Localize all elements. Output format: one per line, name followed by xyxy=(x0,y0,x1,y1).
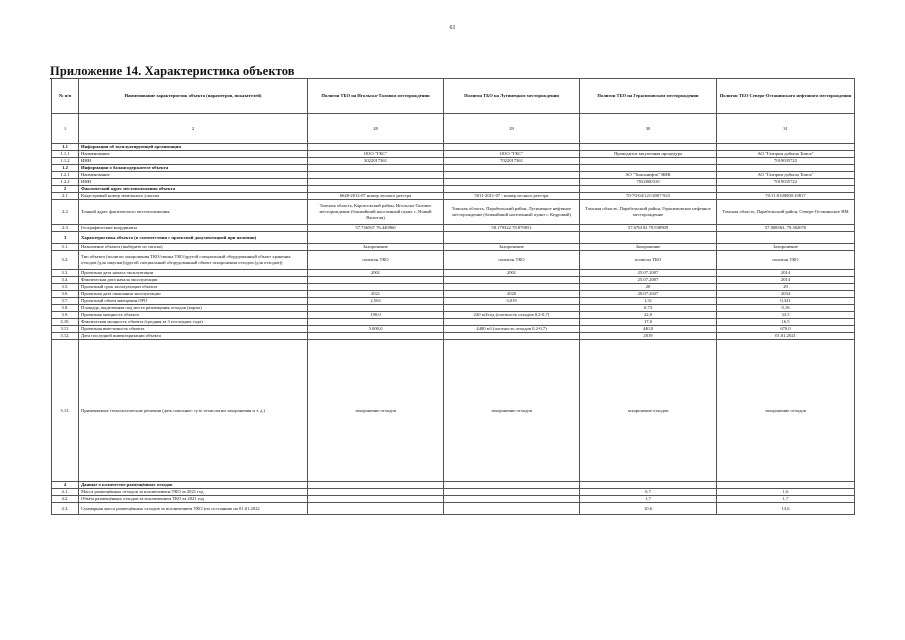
section-row xyxy=(52,186,855,193)
value-cell: Захоронение xyxy=(444,244,580,251)
value-cell: 7022000310 xyxy=(580,179,717,186)
value-cell: 16,5 xyxy=(717,319,855,326)
value-cell xyxy=(580,482,717,489)
value-cell: 2014 xyxy=(717,270,855,277)
value-cell xyxy=(308,144,444,151)
row-number-cell: 4.2. xyxy=(52,496,79,503)
table-row xyxy=(52,277,855,284)
value-cell: 3022017361 xyxy=(308,158,444,165)
column-number-cell: 31 xyxy=(717,114,855,144)
value-cell: АО "Томскнефть" ВНК xyxy=(580,172,717,179)
value-cell xyxy=(308,482,444,489)
value-cell xyxy=(308,165,444,172)
value-cell xyxy=(308,284,444,291)
value-cell xyxy=(444,305,580,312)
value-cell xyxy=(444,186,580,193)
value-cell: 57.736567 76.440960 xyxy=(308,225,444,232)
value-cell: ООО "ГКС" xyxy=(444,151,580,158)
value-cell: захоронение отходов xyxy=(444,340,580,482)
value-cell xyxy=(308,305,444,312)
table-row xyxy=(52,305,855,312)
value-cell xyxy=(308,319,444,326)
value-cell xyxy=(444,232,580,244)
value-cell: Захоронение xyxy=(580,244,717,251)
row-label-cell: Проектный срок эксплуатации объекта xyxy=(79,284,308,291)
table-row xyxy=(52,326,855,333)
value-cell xyxy=(717,232,855,244)
table-row xyxy=(52,193,855,200)
value-cell: 13,6 xyxy=(717,503,855,515)
header-cell: Полигон ТБО Северо-Останинского нефтяного месторождения xyxy=(717,79,855,114)
section-row xyxy=(52,232,855,244)
value-cell: 1,7 xyxy=(717,496,855,503)
value-cell: 10,6 xyxy=(580,503,717,515)
row-label-cell: Проектная мощность объекта xyxy=(79,312,308,319)
value-cell: Томская область, Парабельский район, Лугинецкое нефтяное месторождение (ближайший населенный пункт г. Кедровый) xyxy=(444,200,580,225)
value-cell: 2001 xyxy=(444,270,580,277)
row-number-cell: 1.2.2 xyxy=(52,179,79,186)
value-cell: полигон ТКО xyxy=(308,251,444,270)
value-cell: захоронение отходов xyxy=(308,340,444,482)
value-cell xyxy=(444,496,580,503)
value-cell xyxy=(308,496,444,503)
row-number-cell: 1.1.1 xyxy=(52,151,79,158)
table-row xyxy=(52,200,855,225)
value-cell: 0,321 xyxy=(717,298,855,305)
row-label-cell: Проектная дата окончания эксплуатации xyxy=(79,291,308,298)
row-label-cell: ИНН xyxy=(79,179,308,186)
row-label-cell: Проектная дата начала эксплуатации xyxy=(79,270,308,277)
row-label-cell: Данные о количестве размещённых отходов xyxy=(79,482,308,489)
row-number-cell: 1.2.1 xyxy=(52,172,79,179)
value-cell: 2,563 xyxy=(308,298,444,305)
row-label-cell: Точный адрес фактического местоположения xyxy=(79,200,308,225)
row-number-cell: 3.13. xyxy=(52,340,79,482)
value-cell xyxy=(580,165,717,172)
value-cell xyxy=(717,165,855,172)
value-cell xyxy=(717,482,855,489)
table-row xyxy=(52,291,855,298)
table-header-row xyxy=(52,79,855,114)
value-cell: ООО "ГКС" xyxy=(308,151,444,158)
value-cell: 4400 м3 (плотность отходов 0,2-0,7) xyxy=(444,326,580,333)
value-cell xyxy=(444,482,580,489)
value-cell xyxy=(308,186,444,193)
row-label-cell: Дата последней инвентаризации объекта xyxy=(79,333,308,340)
value-cell xyxy=(444,277,580,284)
row-number-cell: 3.11. xyxy=(52,326,79,333)
value-cell xyxy=(580,158,717,165)
row-label-cell: Площадь, выделенная под места размещения отходов (карты) xyxy=(79,305,308,312)
row-number-cell: 3.3. xyxy=(52,270,79,277)
row-number-cell: 3.6. xyxy=(52,291,79,298)
value-cell xyxy=(580,186,717,193)
page-title: Приложение 14. Характеристика объектов xyxy=(50,64,295,78)
row-number-cell: 3.2. xyxy=(52,251,79,270)
column-number-cell: 29 xyxy=(444,114,580,144)
row-number-cell: 4.1. xyxy=(52,489,79,496)
row-label-cell: Информация о балансодержателе объекта xyxy=(79,165,308,172)
column-number-cell: 1 xyxy=(52,114,79,144)
table-row xyxy=(52,225,855,232)
value-cell: 670,0 xyxy=(717,326,855,333)
table-row xyxy=(52,244,855,251)
value-cell xyxy=(717,144,855,151)
value-cell: Захоронение xyxy=(308,244,444,251)
row-label-cell: Объём размещённых отходов за исключением ТКО за 2021 год xyxy=(79,496,308,503)
value-cell xyxy=(308,503,444,515)
value-cell: 2001 xyxy=(308,270,444,277)
row-number-cell: 1.1 xyxy=(52,144,79,151)
row-number-cell: 3.9. xyxy=(52,312,79,319)
column-number-cell: 30 xyxy=(580,114,717,144)
value-cell: полигон ТКО xyxy=(580,251,717,270)
row-label-cell: Тип объекта (полигон захоронения ТКО/свалка ТКО/другой специальный оборудованный объект хранения отходов (для закупки)/другой специальный оборудованный объект захоронения отходов (для отходов)) xyxy=(79,251,308,270)
page-number: 61 xyxy=(449,25,456,31)
row-number-cell: 2.1 xyxy=(52,193,79,200)
value-cell: 7019035722 xyxy=(717,179,855,186)
table-row xyxy=(52,158,855,165)
value-cell: АО "Газпром добыча Томск" xyxy=(717,172,855,179)
value-cell xyxy=(444,333,580,340)
table-row xyxy=(52,251,855,270)
section-row xyxy=(52,144,855,151)
value-cell xyxy=(308,489,444,496)
row-label-cell: Наименование xyxy=(79,172,308,179)
table-body xyxy=(52,79,855,515)
row-number-cell: 3.12. xyxy=(52,333,79,340)
value-cell: 33,5 xyxy=(717,312,855,319)
value-cell: 58.179322 78.879051 xyxy=(444,225,580,232)
row-number-cell: 1.2 xyxy=(52,165,79,172)
value-cell: захоронение отходов xyxy=(580,340,717,482)
header-cell: Полигон ТБО на Герасимовском месторождении xyxy=(580,79,717,114)
row-label-cell: Кадастровый номер земельного участка xyxy=(79,193,308,200)
row-label-cell: Наименование xyxy=(79,151,308,158)
value-cell: 1,6 xyxy=(717,489,855,496)
value-cell xyxy=(308,172,444,179)
header-cell: Наименование характеристик объекта (параметров, показателей) xyxy=(79,79,308,114)
column-number-row xyxy=(52,114,855,144)
value-cell: 20 xyxy=(717,284,855,291)
value-cell xyxy=(444,179,580,186)
value-cell: 190,0 xyxy=(308,312,444,319)
value-cell: 7022017361 xyxy=(444,158,580,165)
row-label-cell: Проектный объем вмещения ОРО xyxy=(79,298,308,305)
row-number-cell: 3.7. xyxy=(52,298,79,305)
value-cell: 2034 xyxy=(717,291,855,298)
value-cell xyxy=(580,144,717,151)
value-cell: Захоронение xyxy=(717,244,855,251)
column-number-cell: 28 xyxy=(308,114,444,144)
row-label-cell: Фактическая мощность объекта (средняя за 3 последних года) xyxy=(79,319,308,326)
row-label-cell: Проектная вместимость объекта xyxy=(79,326,308,333)
value-cell xyxy=(580,232,717,244)
value-cell: 220 м3/год (плотность отходов 0,2-0,7) xyxy=(444,312,580,319)
value-cell xyxy=(308,333,444,340)
value-cell: 20.07.2027 xyxy=(580,291,717,298)
table-row xyxy=(52,340,855,482)
value-cell: 57.676192 79.938909 xyxy=(580,225,717,232)
table-row xyxy=(52,312,855,319)
value-cell xyxy=(444,319,580,326)
value-cell: 0,73 xyxy=(580,305,717,312)
value-cell: 5011-2011-07 - номер лесного реестра xyxy=(444,193,580,200)
value-cell: 1,31 xyxy=(580,298,717,305)
value-cell xyxy=(444,503,580,515)
value-cell: 1,7 xyxy=(580,496,717,503)
row-label-cell: Назначение объекта (выберите из списка) xyxy=(79,244,308,251)
row-label-cell: Масса размещённых отходов за исключением ТКО за 2021 год xyxy=(79,489,308,496)
table-row xyxy=(52,496,855,503)
value-cell xyxy=(444,144,580,151)
table-row xyxy=(52,333,855,340)
value-cell: 3,019 xyxy=(444,298,580,305)
table-row xyxy=(52,172,855,179)
characteristics-table xyxy=(51,78,855,515)
value-cell: 20 xyxy=(580,284,717,291)
value-cell: 2020 xyxy=(444,291,580,298)
table-row xyxy=(52,151,855,158)
table-row xyxy=(52,179,855,186)
row-number-cell: 3.5. xyxy=(52,284,79,291)
row-label-cell: Характеристика объекта (в соответствии с проектной документацией при наличии) xyxy=(79,232,308,244)
value-cell xyxy=(444,489,580,496)
value-cell: 7019035722 xyxy=(717,158,855,165)
row-label-cell: ИНН xyxy=(79,158,308,165)
row-number-cell: 3.1. xyxy=(52,244,79,251)
table-row xyxy=(52,503,855,515)
value-cell: 0,7 xyxy=(580,489,717,496)
row-number-cell: 3.4. xyxy=(52,277,79,284)
value-cell: захоронение отходов xyxy=(717,340,855,482)
row-label-cell: Информация об эксплуатирующей организации xyxy=(79,144,308,151)
column-number-cell: 2 xyxy=(79,114,308,144)
header-cell: Полигон ТБО на Лугинецком месторождении xyxy=(444,79,580,114)
value-cell xyxy=(444,172,580,179)
row-number-cell: 2.2 xyxy=(52,200,79,225)
value-cell: АО "Газпром добыча Томск" xyxy=(717,151,855,158)
value-cell xyxy=(444,165,580,172)
row-label-cell: Суммарная масса размещённых отходов за исключением ТКО (по состоянию на 01.01.2022 xyxy=(79,503,308,515)
value-cell: 70:11:0100000:10817 xyxy=(717,193,855,200)
value-cell: 0,18 xyxy=(717,305,855,312)
header-cell: № п/п xyxy=(52,79,79,114)
value-cell xyxy=(308,277,444,284)
value-cell xyxy=(717,186,855,193)
section-row xyxy=(52,165,855,172)
row-label-cell: Фактическая дата начала эксплуатации xyxy=(79,277,308,284)
value-cell: 25.07.2007 xyxy=(580,270,717,277)
table-row xyxy=(52,270,855,277)
row-label-cell: Географические координаты xyxy=(79,225,308,232)
value-cell: 57.008563, 79.302076 xyxy=(717,225,855,232)
row-number-cell: 3 xyxy=(52,232,79,244)
value-cell: 25.07.2007 xyxy=(580,277,717,284)
row-number-cell: 2.3 xyxy=(52,225,79,232)
value-cell xyxy=(308,232,444,244)
table-row xyxy=(52,298,855,305)
row-number-cell: 1.1.2 xyxy=(52,158,79,165)
value-cell: 01.01.2021 xyxy=(717,333,855,340)
value-cell: 17,0 xyxy=(580,319,717,326)
value-cell: Томская область, Каргасокский район, Игольско-Таловое месторождение (ближайший населенный пункт с. Новый Васюган) xyxy=(308,200,444,225)
value-cell xyxy=(308,179,444,186)
table-row xyxy=(52,319,855,326)
value-cell: 440,0 xyxy=(580,326,717,333)
value-cell: 70-70-04/121/2007-923 xyxy=(580,193,717,200)
value-cell: 2021 xyxy=(308,291,444,298)
row-number-cell: 3.10. xyxy=(52,319,79,326)
value-cell: 6648-2012-07 номер лесного реестра xyxy=(308,193,444,200)
section-row xyxy=(52,482,855,489)
value-cell: 2019 xyxy=(580,333,717,340)
row-label-cell: Применяемые технологические решения (дать описание: суть технологии захоронения и т. д.) xyxy=(79,340,308,482)
header-cell: Полигон ТБО на Игольско-Таловом месторождении xyxy=(308,79,444,114)
row-number-cell: 3.8. xyxy=(52,305,79,312)
value-cell: Проводится закупочная процедура xyxy=(580,151,717,158)
table-row xyxy=(52,284,855,291)
value-cell: 3 000,0 xyxy=(308,326,444,333)
value-cell: полигон ТКО xyxy=(717,251,855,270)
value-cell: Томская область, Парабельский район, Северо-Останинское НМ xyxy=(717,200,855,225)
value-cell: полигон ТКО xyxy=(444,251,580,270)
value-cell: 22,0 xyxy=(580,312,717,319)
row-number-cell: 2 xyxy=(52,186,79,193)
value-cell: Томская область, Парабельский район, Герасимовское нефтяное месторождение xyxy=(580,200,717,225)
row-number-cell: 4.3. xyxy=(52,503,79,515)
value-cell: 2014 xyxy=(717,277,855,284)
row-label-cell: Фактический адрес местоположения объекта xyxy=(79,186,308,193)
table-row xyxy=(52,489,855,496)
row-number-cell: 4 xyxy=(52,482,79,489)
value-cell xyxy=(444,284,580,291)
